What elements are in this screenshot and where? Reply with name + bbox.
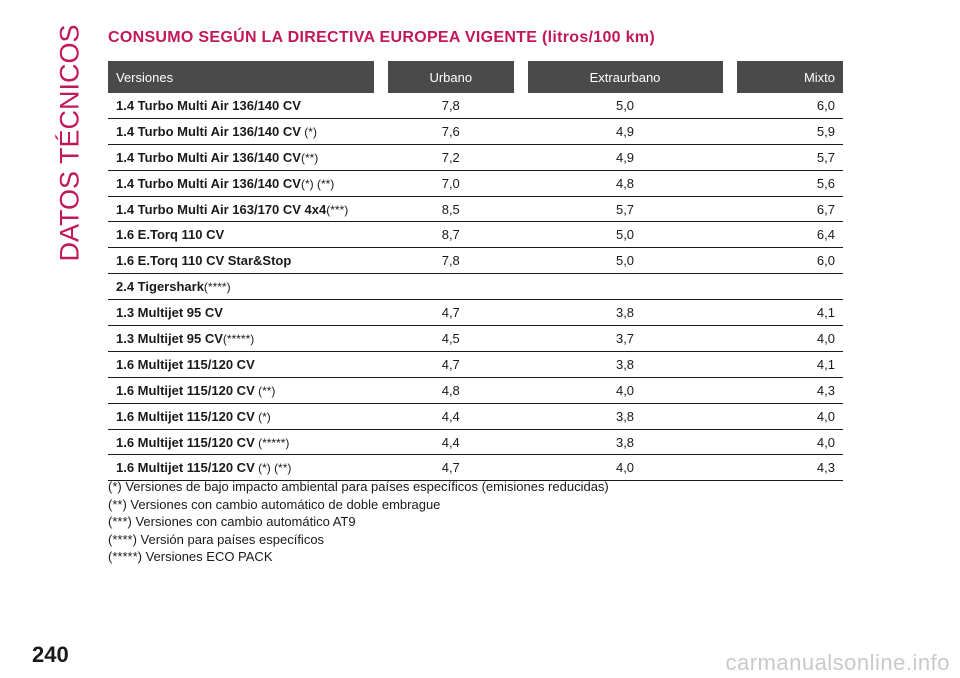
mixto-cell: 5,6 (730, 170, 844, 196)
table-row (108, 351, 843, 377)
table-row (108, 93, 843, 118)
table-row (108, 300, 843, 326)
version-cell (108, 118, 381, 144)
header-extraurbano: Extraurbano (521, 61, 730, 93)
version-name: 1.6 Multijet 115/120 CV (116, 460, 255, 476)
version-name: 1.4 Turbo Multi Air 136/140 CV (116, 149, 301, 165)
side-title-text: DATOS TÉCNICOS (54, 24, 85, 262)
extraurbano-cell: 3,8 (521, 300, 730, 326)
extraurbano-cell: 4,8 (521, 170, 730, 196)
mixto-cell: 5,9 (730, 118, 844, 144)
version-cell (108, 403, 381, 429)
version-note: (*) (254, 409, 271, 424)
table-row (108, 455, 843, 481)
urbano-cell: 8,5 (381, 196, 521, 222)
table-row (108, 222, 843, 248)
version-name: 1.3 Multijet 95 CV (116, 305, 223, 321)
extraurbano-cell: 3,8 (521, 429, 730, 455)
version-cell (108, 248, 381, 274)
version-name: 2.4 Tigershark (116, 279, 204, 295)
version-note: (*) (**) (254, 461, 292, 476)
extraurbano-cell (521, 274, 730, 300)
mixto-cell: 6,0 (730, 248, 844, 274)
extraurbano-cell: 4,0 (521, 377, 730, 403)
mixto-cell: 4,3 (730, 377, 844, 403)
version-cell (108, 429, 381, 455)
mixto-cell (730, 274, 844, 300)
footnote: (**) Versiones con cambio automático de doble embrague (108, 496, 441, 512)
urbano-cell (381, 274, 521, 300)
mixto-cell: 6,7 (730, 196, 844, 222)
footnote: (***) Versiones con cambio automático AT9 (108, 514, 356, 530)
urbano-cell: 7,6 (381, 118, 521, 144)
side-section-title (46, 24, 94, 262)
version-note: (***) (326, 202, 349, 217)
mixto-cell: 4,1 (730, 300, 844, 326)
table-row (108, 248, 843, 274)
urbano-cell: 4,7 (381, 351, 521, 377)
mixto-cell: 4,0 (730, 326, 844, 352)
mixto-cell: 4,3 (730, 455, 844, 481)
version-name: 1.3 Multijet 95 CV (116, 330, 223, 346)
header-versiones: Versiones (108, 61, 381, 93)
version-cell (108, 300, 381, 326)
version-cell (108, 170, 381, 196)
mixto-cell: 6,4 (730, 222, 844, 248)
version-name: 1.4 Turbo Multi Air 136/140 CV (116, 175, 301, 191)
consumption-table (108, 61, 843, 481)
extraurbano-cell: 3,8 (521, 351, 730, 377)
urbano-cell: 7,0 (381, 170, 521, 196)
urbano-cell: 7,8 (381, 248, 521, 274)
table-row (108, 377, 843, 403)
header-urbano: Urbano (381, 61, 521, 93)
header-mixto: Mixto (730, 61, 844, 93)
mixto-cell: 4,0 (730, 429, 844, 455)
urbano-cell: 4,7 (381, 455, 521, 481)
version-cell (108, 274, 381, 300)
mixto-cell: 6,0 (730, 93, 844, 118)
version-name: 1.6 E.Torq 110 CV Star&Stop (116, 253, 292, 269)
table-row (108, 196, 843, 222)
version-name: 1.6 E.Torq 110 CV (116, 227, 225, 243)
version-cell (108, 196, 381, 222)
table-row (108, 274, 843, 300)
urbano-cell: 4,5 (381, 326, 521, 352)
version-cell (108, 93, 381, 118)
urbano-cell: 4,4 (381, 403, 521, 429)
version-cell (108, 455, 381, 481)
urbano-cell: 7,2 (381, 144, 521, 170)
version-name: 1.4 Turbo Multi Air 163/170 CV 4x4 (116, 201, 327, 217)
section-title: CONSUMO SEGÚN LA DIRECTIVA EUROPEA VIGENTE (litros/100 km) (108, 29, 655, 46)
version-note: (*) (300, 124, 317, 139)
version-name: 1.4 Turbo Multi Air 136/140 CV (116, 97, 301, 113)
urbano-cell: 4,4 (381, 429, 521, 455)
table-row (108, 429, 843, 455)
urbano-cell: 4,7 (381, 300, 521, 326)
version-name: 1.6 Multijet 115/120 CV (116, 434, 255, 450)
extraurbano-cell: 4,9 (521, 144, 730, 170)
footnote: (****) Versión para países específicos (108, 531, 325, 547)
extraurbano-cell: 3,7 (521, 326, 730, 352)
extraurbano-cell: 3,8 (521, 403, 730, 429)
table-row (108, 170, 843, 196)
urbano-cell: 4,8 (381, 377, 521, 403)
watermark: carmanualsonline.info (725, 650, 950, 675)
version-note: (*****) (254, 435, 290, 450)
version-name: 1.4 Turbo Multi Air 136/140 CV (116, 123, 301, 139)
mixto-cell: 5,7 (730, 144, 844, 170)
extraurbano-cell: 5,0 (521, 93, 730, 118)
table-row (108, 118, 843, 144)
version-note: (**) (254, 383, 276, 398)
version-cell (108, 222, 381, 248)
footnote: (*****) Versiones ECO PACK (108, 549, 273, 565)
table-row (108, 326, 843, 352)
version-name: 1.6 Multijet 115/120 CV (116, 408, 255, 424)
table-row (108, 144, 843, 170)
version-cell (108, 377, 381, 403)
version-note: (**) (300, 150, 319, 165)
urbano-cell: 8,7 (381, 222, 521, 248)
version-cell (108, 326, 381, 352)
extraurbano-cell: 5,0 (521, 248, 730, 274)
urbano-cell: 7,8 (381, 93, 521, 118)
table-header-row (108, 61, 843, 93)
version-name: 1.6 Multijet 115/120 CV (116, 356, 255, 372)
version-cell (108, 351, 381, 377)
version-note: (*) (**) (300, 176, 335, 191)
extraurbano-cell: 4,0 (521, 455, 730, 481)
version-cell (108, 144, 381, 170)
footnote: (*) Versiones de bajo impacto ambiental para países específicos (emisiones reducidas) (108, 479, 609, 494)
extraurbano-cell: 5,0 (521, 222, 730, 248)
extraurbano-cell: 4,9 (521, 118, 730, 144)
mixto-cell: 4,1 (730, 351, 844, 377)
page-number: 240 (32, 642, 69, 667)
footnotes (108, 478, 609, 566)
table-row (108, 403, 843, 429)
version-note: (*****) (222, 331, 255, 346)
mixto-cell: 4,0 (730, 403, 844, 429)
extraurbano-cell: 5,7 (521, 196, 730, 222)
version-note: (****) (203, 280, 231, 295)
version-name: 1.6 Multijet 115/120 CV (116, 382, 255, 398)
